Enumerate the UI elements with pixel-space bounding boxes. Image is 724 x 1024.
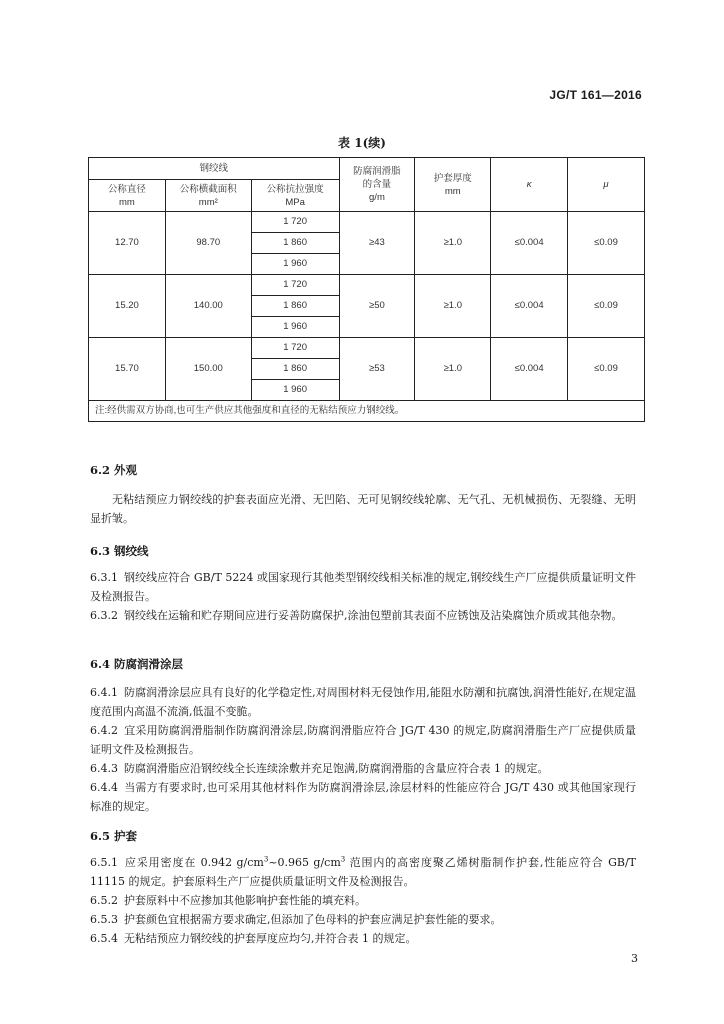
cell-diameter: 15.70 (89, 338, 166, 401)
header-tensile-strength: 公称抗拉强度 MPa (251, 180, 339, 212)
clause-6-5-1: 6.5.1 应采用密度在 0.942 $g/cm^3\sim 0.965$ $g/cm^3$ 范围内的高密度聚乙烯树脂制作护套,性能应符合 GB/T 11115 的规定。护套原料生产厂应提供质量证明文件及检测报告。 (90, 855, 636, 888)
section-6-2-heading: 6.2 外观 (90, 463, 138, 477)
table-row (89, 212, 645, 233)
cell-strength: 1 960 (251, 380, 339, 401)
cell-grease: ≥43 (339, 212, 415, 275)
cell-strength: 1 860 (251, 359, 339, 380)
cell-grease: ≥50 (339, 275, 415, 338)
cell-strength: 1 720 (251, 338, 339, 359)
section-6-5-heading: 6.5 护套 (90, 829, 138, 843)
clause-6-3-1: 6.3.1 钢绞线应符合 GB/T 5224 或国家现行其他类型钢绞线相关标准的规定,钢绞线生产厂应提供质量证明文件及检测报告。 (90, 571, 636, 603)
section-6-3-heading: 6.3 钢绞线 (90, 544, 149, 558)
header-sheath-thickness: 护套厚度 mm (415, 158, 491, 212)
table-note: 注:经供需双方协商,也可生产供应其他强度和直径的无粘结预应力钢绞线。 (89, 401, 645, 422)
table-row (89, 338, 645, 359)
cell-area: 150.00 (165, 338, 251, 401)
cell-strength: 1 960 (251, 254, 339, 275)
clause-6-4-2: 6.4.2 宜采用防腐润滑脂制作防腐润滑涂层,防腐润滑脂应符合 JG/T 430 的规定,防腐润滑脂生产厂应提供质量证明文件及检测报告。 (90, 724, 636, 756)
cell-sheath: ≥1.0 (415, 212, 491, 275)
cell-strength: 1 960 (251, 317, 339, 338)
header-nominal-diameter: 公称直径 mm (89, 180, 166, 212)
standard-number: JG/T 161—2016 (549, 88, 642, 102)
clause-6-4-1: 6.4.1 防腐润滑涂层应具有良好的化学稳定性,对周围材料无侵蚀作用,能阻水防潮和抗腐蚀,润滑性能好,在规定温度范围内高温不流淌,低温不变脆。 (90, 686, 636, 718)
cell-strength: 1 720 (251, 275, 339, 296)
clause-6-4-4: 6.4.4 当需方有要求时,也可采用其他材料作为防腐润滑涂层,涂层材料的性能应符合 JG/T 430 或其他国家现行标准的规定。 (90, 781, 636, 813)
page-number: 3 (631, 952, 638, 965)
spec-table (88, 157, 645, 422)
table-row (89, 275, 645, 296)
header-grease-content: 防腐润滑脂 的含量 g/m (339, 158, 415, 212)
section-6-4-heading: 6.4 防腐润滑涂层 (90, 657, 184, 671)
header-kappa: κ (491, 158, 568, 212)
header-nominal-area: 公称横截面积 mm² (165, 180, 251, 212)
table-title: 表 1(续) (338, 136, 386, 150)
header-mu: μ (568, 158, 645, 212)
clause-6-5-3: 6.5.3 护套颜色宜根据需方要求确定,但添加了色母料的护套应满足护套性能的要求。 (90, 913, 502, 926)
cell-kappa: ≤0.004 (491, 338, 568, 401)
clause-6-3-2: 6.3.2 钢绞线在运输和贮存期间应进行妥善防腐保护,涂油包塑前其表面不应锈蚀及沾染腐蚀介质或其他杂物。 (90, 609, 623, 622)
cell-mu: ≤0.09 (568, 275, 645, 338)
cell-grease: ≥53 (339, 338, 415, 401)
clause-6-5-4: 6.5.4 无粘结预应力钢绞线的护套厚度应均匀,并符合表 1 的规定。 (90, 932, 417, 945)
cell-strength: 1 720 (251, 212, 339, 233)
cell-strength: 1 860 (251, 296, 339, 317)
cell-area: 140.00 (165, 275, 251, 338)
cell-kappa: ≤0.004 (491, 275, 568, 338)
cell-sheath: ≥1.0 (415, 275, 491, 338)
cell-diameter: 15.20 (89, 275, 166, 338)
cell-sheath: ≥1.0 (415, 338, 491, 401)
cell-area: 98.70 (165, 212, 251, 275)
cell-mu: ≤0.09 (568, 338, 645, 401)
header-steel-strand: 钢绞线 (89, 158, 340, 180)
clause-6-4-3: 6.4.3 防腐润滑脂应沿钢绞线全长连续涂敷并充足饱满,防腐润滑脂的含量应符合表 1 的规定。 (90, 762, 549, 775)
cell-mu: ≤0.09 (568, 212, 645, 275)
section-6-2-text: 无粘结预应力钢绞线的护套表面应光滑、无凹陷、无可见钢绞线轮廓、无气孔、无机械损伤、无裂缝、无明显折皱。 (90, 493, 636, 525)
cell-strength: 1 860 (251, 233, 339, 254)
clause-6-5-2: 6.5.2 护套原料中不应掺加其他影响护套性能的填充料。 (90, 894, 366, 907)
cell-kappa: ≤0.004 (491, 212, 568, 275)
cell-diameter: 12.70 (89, 212, 166, 275)
